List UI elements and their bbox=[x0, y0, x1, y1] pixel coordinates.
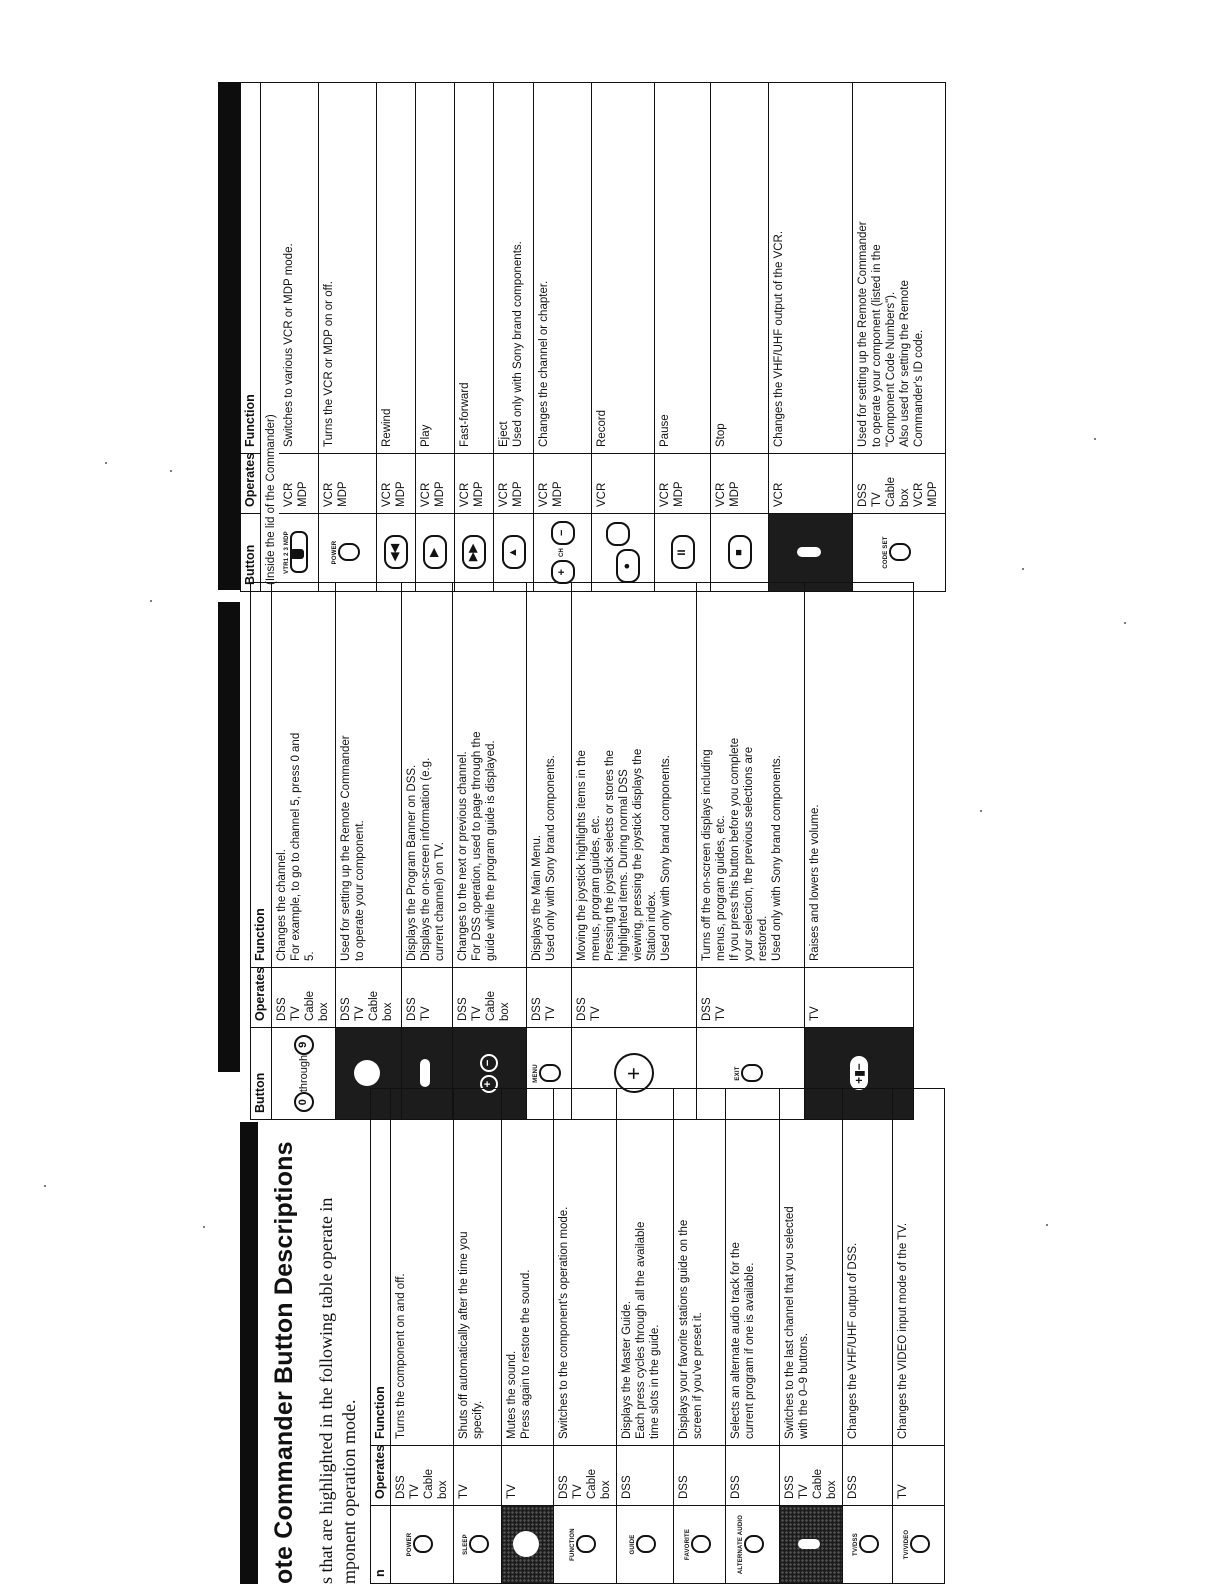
rewind-icon: ◀◀ bbox=[384, 536, 408, 570]
operates-cell: DSS bbox=[726, 1446, 780, 1506]
table-row bbox=[416, 83, 455, 592]
function-cell: Fast-forward bbox=[455, 83, 494, 454]
code-set-button[interactable]: CODE SET bbox=[853, 514, 946, 592]
table-row bbox=[805, 583, 914, 1120]
menu-button[interactable]: MENU bbox=[526, 1028, 571, 1120]
function-cell: Selects an alternate audio track for the current program if one is available. bbox=[726, 1089, 780, 1446]
scan-speck bbox=[1022, 568, 1024, 570]
page-edge-bar bbox=[218, 82, 240, 590]
function-cell: Rewind bbox=[377, 83, 416, 454]
scan-speck bbox=[44, 1185, 46, 1187]
bar-icon bbox=[420, 1060, 430, 1088]
header-function: Function bbox=[251, 583, 272, 968]
table-row bbox=[655, 83, 711, 592]
jump-button[interactable] bbox=[780, 1506, 843, 1584]
table-row bbox=[534, 83, 592, 592]
middle-button-table bbox=[250, 582, 914, 1120]
left-panel bbox=[270, 1088, 945, 1584]
jump-bar-icon bbox=[798, 1540, 820, 1550]
table-row bbox=[455, 83, 494, 592]
operates-cell: VCR MDP bbox=[416, 454, 455, 514]
table-row bbox=[780, 1089, 843, 1584]
operates-cell: DSS TV bbox=[571, 968, 696, 1028]
function-cell: Play bbox=[416, 83, 455, 454]
tv-video-icon bbox=[910, 1536, 930, 1554]
scan-speck bbox=[150, 600, 152, 602]
mute-dot-icon bbox=[513, 1532, 539, 1558]
table-row bbox=[271, 583, 336, 1120]
function-cell: Eject Used only with Sony brand components. bbox=[494, 83, 534, 454]
operates-cell: VCR MDP bbox=[455, 454, 494, 514]
operates-cell: DSS TV bbox=[401, 968, 452, 1028]
operates-cell: DSS TV Cable box VCR MDP bbox=[853, 454, 946, 514]
table-row bbox=[592, 83, 655, 592]
header-operates: Operates bbox=[371, 1446, 391, 1506]
operates-cell: TV bbox=[893, 1446, 945, 1506]
right-panel bbox=[240, 82, 946, 592]
sleep-icon bbox=[469, 1536, 489, 1554]
operates-cell: VCR bbox=[769, 454, 853, 514]
scan-speck bbox=[203, 1226, 205, 1228]
function-buttons[interactable]: FUNCTION bbox=[554, 1506, 617, 1584]
guide-button[interactable]: GUIDE bbox=[617, 1506, 674, 1584]
function-cell: Used for setting up the Remote Commander to operate your component (listed in the "Component Code Numbers"). Also used for setting the Remote Commander's ID code. bbox=[853, 83, 946, 454]
function-cell: Turns the VCR or MDP on or off. bbox=[319, 83, 377, 454]
function-cell: Changes the VHF/UHF output of the VCR. bbox=[769, 83, 853, 454]
function-cell: Displays your favorite stations guide on the screen if you've preset it. bbox=[674, 1089, 726, 1446]
function-cell: Pause bbox=[655, 83, 711, 454]
operates-cell: TV bbox=[454, 1446, 502, 1506]
intro-text: s that are highlighted in the following table operate in mponent operation mode. bbox=[316, 1197, 359, 1584]
function-cell: Displays the Main Menu. Used only with Sony brand components. bbox=[526, 583, 571, 968]
function-cell: Changes to the next or previous channel. For DSS operation, used to page through the guide while the program guide is displayed. bbox=[453, 583, 527, 968]
function-cell: Moving the joystick highlights items in the menus, program guides, etc. Pressing the joystick selects or stores the highlighted items. During normal DSS viewing, pressing the joystick displays the Station index. Used only with Sony brand components. bbox=[571, 583, 696, 968]
power-buttons[interactable]: POWER bbox=[391, 1506, 454, 1584]
eject-icon: ▲ bbox=[502, 536, 526, 570]
muting-button[interactable] bbox=[502, 1506, 554, 1584]
table-row bbox=[617, 1089, 674, 1584]
function-cell: Switches to various VCR or MDP mode. bbox=[279, 83, 319, 454]
table-row bbox=[336, 583, 402, 1120]
button-bar-icon bbox=[797, 548, 821, 558]
table-row bbox=[494, 83, 534, 592]
operates-cell: VCR MDP bbox=[279, 454, 319, 514]
function-icon bbox=[576, 1536, 596, 1554]
header-operates: Operates bbox=[251, 968, 272, 1028]
function-cell: Changes the channel or chapter. bbox=[534, 83, 592, 454]
rewind-button[interactable] bbox=[377, 514, 416, 592]
dot-icon bbox=[354, 1061, 380, 1087]
function-cell: Turns the component on and off. bbox=[391, 1089, 454, 1446]
scan-speck bbox=[1046, 1224, 1048, 1226]
operates-cell: DSS TV Cable box bbox=[391, 1446, 454, 1506]
sleep-button[interactable]: SLEEP bbox=[454, 1506, 502, 1584]
function-cell: Stop bbox=[711, 83, 769, 454]
page-edge-bar bbox=[240, 1122, 258, 1584]
table-row bbox=[726, 1089, 780, 1584]
table-row bbox=[401, 583, 452, 1120]
favorite-icon bbox=[691, 1536, 711, 1554]
function-cell: Displays the Program Banner on DSS. Displays the on-screen information (e.g. current channel) on TV. bbox=[401, 583, 452, 968]
function-cell: Changes the VHF/UHF output of DSS. bbox=[843, 1089, 893, 1446]
page-edge-bar bbox=[218, 602, 240, 1072]
table-row bbox=[454, 1089, 502, 1584]
exit-icon bbox=[741, 1065, 763, 1083]
function-cell: Mutes the sound. Press again to restore the sound. bbox=[502, 1089, 554, 1446]
number-buttons[interactable]: 0through9 bbox=[271, 1028, 336, 1120]
zero-button-icon: 0 bbox=[294, 1092, 314, 1112]
function-cell: Switches to the last channel that you selected with the 0–9 buttons. bbox=[780, 1089, 843, 1446]
table-row bbox=[769, 83, 853, 592]
table-row bbox=[502, 1089, 554, 1584]
header-function: Function bbox=[371, 1089, 391, 1446]
play-icon: ▶ bbox=[423, 536, 447, 570]
operates-cell: DSS TV Cable box bbox=[336, 968, 402, 1028]
table-row bbox=[853, 83, 946, 592]
eject-button[interactable] bbox=[494, 514, 534, 592]
function-cell: Used for setting up the Remote Commander to operate your component. bbox=[336, 583, 402, 968]
table-row bbox=[526, 583, 571, 1120]
scan-speck bbox=[170, 470, 172, 472]
operates-cell: VCR MDP bbox=[377, 454, 416, 514]
operates-cell: DSS bbox=[674, 1446, 726, 1506]
tv-dss-icon bbox=[859, 1536, 879, 1554]
fast-forward-button[interactable] bbox=[455, 514, 494, 592]
left-button-table bbox=[370, 1088, 945, 1584]
tv-video-button[interactable]: TV/VIDEO bbox=[893, 1506, 945, 1584]
plus-icon: + bbox=[551, 560, 575, 584]
table-row bbox=[279, 83, 319, 592]
vtr-mode-switch[interactable]: VTR1 2 3 MDP bbox=[279, 514, 319, 592]
table-row bbox=[391, 1089, 454, 1584]
function-cell: Displays the Master Guide. Each press cycles through all the available time slots in the guide. bbox=[617, 1089, 674, 1446]
table-row bbox=[696, 583, 805, 1120]
operates-cell: VCR MDP bbox=[711, 454, 769, 514]
menu-icon bbox=[539, 1065, 561, 1083]
operates-cell: VCR MDP bbox=[655, 454, 711, 514]
operates-cell: VCR MDP bbox=[494, 454, 534, 514]
volume-icon: +▮− bbox=[850, 1057, 868, 1091]
table-row bbox=[319, 83, 377, 592]
vcr-power-button[interactable]: POWER bbox=[319, 514, 377, 592]
table-row bbox=[711, 83, 769, 592]
table-row bbox=[571, 583, 696, 1120]
operates-cell: DSS bbox=[617, 1446, 674, 1506]
fast-forward-icon: ▶▶ bbox=[462, 536, 486, 570]
header-button: Button bbox=[251, 1028, 272, 1120]
stop-button[interactable] bbox=[711, 514, 769, 592]
header-function: Function bbox=[241, 83, 261, 454]
pause-icon: II bbox=[671, 536, 695, 570]
audio-icon bbox=[744, 1536, 764, 1554]
operates-cell: VCR MDP bbox=[319, 454, 377, 514]
function-cell: Switches to the component's operation mode. bbox=[554, 1089, 617, 1446]
scan-speck bbox=[105, 462, 107, 464]
alternate-audio-button[interactable]: ALTERNATE AUDIO bbox=[726, 1506, 780, 1584]
function-cell: Raises and lowers the volume. bbox=[805, 583, 914, 968]
middle-panel bbox=[250, 582, 914, 1120]
plus-icon: + bbox=[480, 1075, 498, 1093]
operates-cell: DSS TV bbox=[696, 968, 805, 1028]
function-cell: Changes the channel. For example, to go to channel 5, press 0 and 5. bbox=[271, 583, 336, 968]
operates-cell: DSS TV Cable box bbox=[780, 1446, 843, 1506]
table-row bbox=[843, 1089, 893, 1584]
power-icon bbox=[338, 544, 360, 562]
code-set-icon bbox=[889, 544, 911, 562]
scan-speck bbox=[1094, 438, 1096, 440]
operates-cell: TV bbox=[502, 1446, 554, 1506]
guide-icon bbox=[636, 1536, 656, 1554]
table-row bbox=[893, 1089, 945, 1584]
record-icon: ● bbox=[616, 549, 640, 583]
header-operates: Operates bbox=[241, 454, 261, 514]
function-cell: Turns off the on-screen displays including menus, program guides, etc. If you press this button before you complete your selection, the previous selections are restored. Used only with Sony brand components. bbox=[696, 583, 805, 968]
minus-icon: − bbox=[480, 1054, 498, 1072]
table-row bbox=[453, 583, 527, 1120]
operates-cell: DSS TV bbox=[526, 968, 571, 1028]
right-button-table bbox=[240, 82, 946, 592]
lid-note: (Inside the lid of the Commander) bbox=[261, 83, 279, 592]
header-button: Button bbox=[241, 514, 261, 592]
operates-cell: TV bbox=[805, 968, 914, 1028]
tv-dss-button[interactable]: TV/DSS bbox=[843, 1506, 893, 1584]
power-icon bbox=[413, 1536, 433, 1554]
operates-cell: DSS TV Cable box bbox=[271, 968, 336, 1028]
operates-cell: DSS TV Cable box bbox=[453, 968, 527, 1028]
exit-button[interactable]: EXIT bbox=[696, 1028, 805, 1120]
pause-button[interactable] bbox=[655, 514, 711, 592]
function-cell: Changes the VIDEO input mode of the TV. bbox=[893, 1089, 945, 1446]
table-row bbox=[377, 83, 416, 592]
table-row bbox=[554, 1089, 617, 1584]
record-button[interactable] bbox=[592, 514, 655, 592]
play-button[interactable] bbox=[416, 514, 455, 592]
page-title: ote Commander Button Descriptions bbox=[270, 1141, 298, 1584]
scan-speck bbox=[980, 810, 982, 812]
stop-icon: ■ bbox=[728, 536, 752, 570]
operates-cell: VCR MDP bbox=[534, 454, 592, 514]
header-button: n bbox=[371, 1506, 391, 1584]
vcr-channel-buttons[interactable]: + CH − bbox=[534, 514, 592, 592]
favorite-button[interactable]: FAVORITE bbox=[674, 1506, 726, 1584]
operates-cell: VCR bbox=[592, 454, 655, 514]
vcr-tv-button[interactable] bbox=[769, 514, 853, 592]
joystick-icon: + bbox=[614, 1054, 654, 1094]
table-row bbox=[674, 1089, 726, 1584]
scan-speck bbox=[1124, 622, 1126, 624]
operates-cell: DSS TV Cable box bbox=[554, 1446, 617, 1506]
operates-cell: DSS bbox=[843, 1446, 893, 1506]
minus-icon: − bbox=[551, 521, 575, 545]
function-cell: Record bbox=[592, 83, 655, 454]
function-cell: Shuts off automatically after the time you specify. bbox=[454, 1089, 502, 1446]
nine-button-icon: 9 bbox=[294, 1035, 314, 1055]
